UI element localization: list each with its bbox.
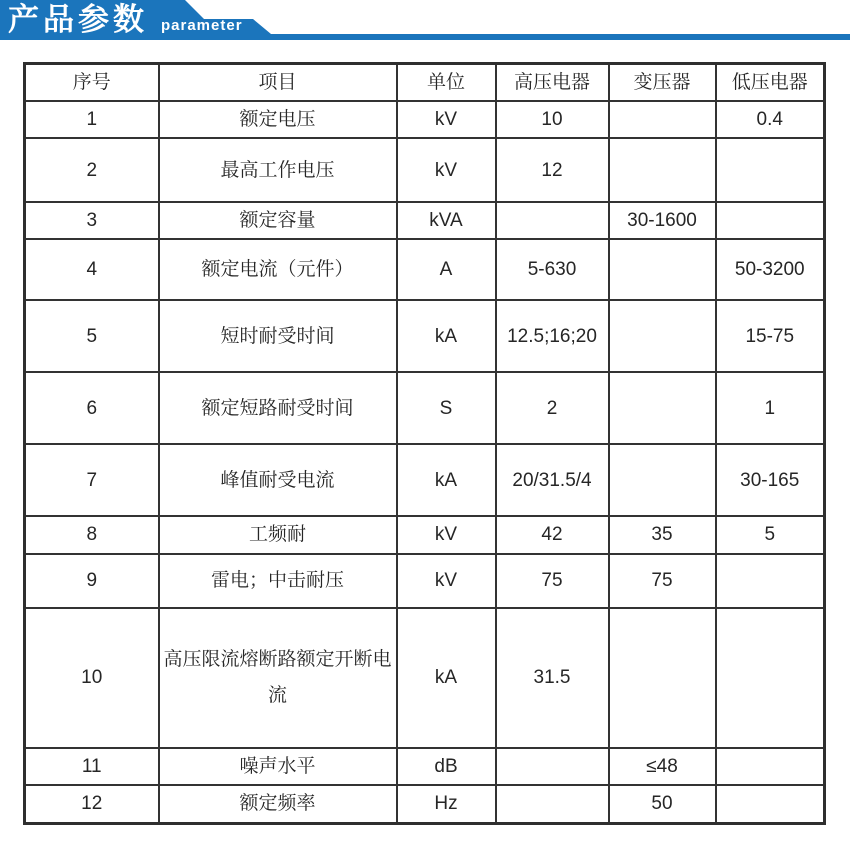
cell-item: 噪声水平 xyxy=(159,748,397,785)
cell-unit: kV xyxy=(397,554,496,608)
table-row xyxy=(25,101,825,138)
cell-item: 额定电流（元件） xyxy=(159,239,397,300)
section-title: 产品参数 xyxy=(8,2,148,37)
cell-item: 工频耐 xyxy=(159,516,397,553)
table-row xyxy=(25,239,825,300)
cell-transformer xyxy=(609,372,716,444)
cell-unit: dB xyxy=(397,748,496,785)
cell-unit: kA xyxy=(397,608,496,748)
cell-lv: 5 xyxy=(716,516,825,553)
cell-no: 6 xyxy=(25,372,159,444)
cell-hv: 31.5 xyxy=(496,608,609,748)
cell-no: 4 xyxy=(25,239,159,300)
table-row xyxy=(25,202,825,239)
cell-hv: 5-630 xyxy=(496,239,609,300)
cell-hv: 12.5;16;20 xyxy=(496,300,609,372)
table-row xyxy=(25,785,825,824)
cell-transformer xyxy=(609,239,716,300)
cell-item: 额定短路耐受时间 xyxy=(159,372,397,444)
col-header-transformer: 变压器 xyxy=(609,64,716,102)
cell-lv: 50-3200 xyxy=(716,239,825,300)
cell-no: 3 xyxy=(25,202,159,239)
cell-item: 雷电；中击耐压 xyxy=(159,554,397,608)
cell-hv xyxy=(496,202,609,239)
cell-hv: 75 xyxy=(496,554,609,608)
cell-hv: 12 xyxy=(496,138,609,202)
table-row xyxy=(25,444,825,516)
cell-transformer xyxy=(609,300,716,372)
cell-transformer: 30-1600 xyxy=(609,202,716,239)
cell-item: 峰值耐受电流 xyxy=(159,444,397,516)
cell-transformer xyxy=(609,101,716,138)
cell-item: 最高工作电压 xyxy=(159,138,397,202)
table-row xyxy=(25,300,825,372)
cell-item: 额定容量 xyxy=(159,202,397,239)
cell-unit: kV xyxy=(397,101,496,138)
cell-unit: Hz xyxy=(397,785,496,824)
cell-transformer: 75 xyxy=(609,554,716,608)
cell-lv xyxy=(716,554,825,608)
cell-no: 2 xyxy=(25,138,159,202)
table-row xyxy=(25,608,825,748)
cell-hv: 20/31.5/4 xyxy=(496,444,609,516)
col-header-hv: 高压电器 xyxy=(496,64,609,102)
cell-hv xyxy=(496,748,609,785)
cell-transformer: ≤48 xyxy=(609,748,716,785)
cell-no: 7 xyxy=(25,444,159,516)
cell-transformer: 50 xyxy=(609,785,716,824)
table-row xyxy=(25,372,825,444)
col-header-lv: 低压电器 xyxy=(716,64,825,102)
cell-lv: 15-75 xyxy=(716,300,825,372)
table-row xyxy=(25,516,825,553)
cell-lv xyxy=(716,202,825,239)
cell-hv xyxy=(496,785,609,824)
cell-unit: kV xyxy=(397,138,496,202)
cell-lv xyxy=(716,608,825,748)
cell-no: 5 xyxy=(25,300,159,372)
cell-item: 短时耐受时间 xyxy=(159,300,397,372)
col-header-no: 序号 xyxy=(25,64,159,102)
cell-no: 1 xyxy=(25,101,159,138)
cell-no: 9 xyxy=(25,554,159,608)
table-row xyxy=(25,748,825,785)
cell-unit: kV xyxy=(397,516,496,553)
parameter-table xyxy=(23,62,826,825)
cell-item: 高压限流熔断路额定开断电流 xyxy=(159,608,397,748)
cell-lv: 0.4 xyxy=(716,101,825,138)
cell-hv: 42 xyxy=(496,516,609,553)
col-header-unit: 单位 xyxy=(397,64,496,102)
cell-unit: S xyxy=(397,372,496,444)
cell-item: 额定电压 xyxy=(159,101,397,138)
cell-unit: kA xyxy=(397,300,496,372)
cell-hv: 2 xyxy=(496,372,609,444)
cell-no: 10 xyxy=(25,608,159,748)
cell-lv xyxy=(716,138,825,202)
cell-transformer xyxy=(609,608,716,748)
table-row xyxy=(25,138,825,202)
cell-lv: 30-165 xyxy=(716,444,825,516)
cell-transformer xyxy=(609,138,716,202)
cell-lv xyxy=(716,748,825,785)
cell-hv: 10 xyxy=(496,101,609,138)
section-subtitle: parameter xyxy=(161,17,243,34)
cell-unit: kA xyxy=(397,444,496,516)
cell-unit: kVA xyxy=(397,202,496,239)
table-row xyxy=(25,554,825,608)
col-header-item: 项目 xyxy=(159,64,397,102)
cell-unit: A xyxy=(397,239,496,300)
cell-lv: 1 xyxy=(716,372,825,444)
cell-no: 11 xyxy=(25,748,159,785)
cell-no: 8 xyxy=(25,516,159,553)
cell-lv xyxy=(716,785,825,824)
cell-transformer xyxy=(609,444,716,516)
section-banner xyxy=(0,0,850,40)
cell-no: 12 xyxy=(25,785,159,824)
cell-item: 额定频率 xyxy=(159,785,397,824)
cell-transformer: 35 xyxy=(609,516,716,553)
table-header-row xyxy=(25,64,825,102)
